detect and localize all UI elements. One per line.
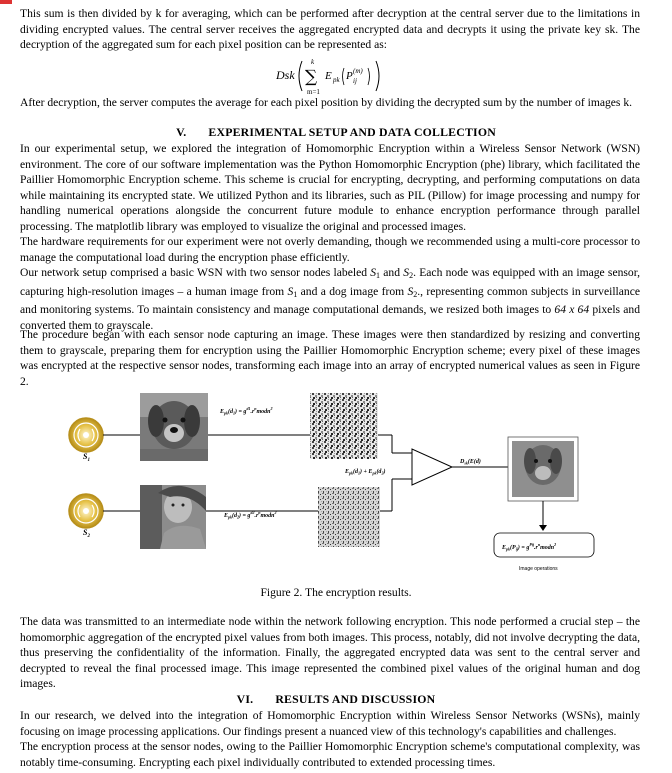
paragraph: The procedure began with each sensor node capturing an image. These images were then standardized by resizing and converting them to grayscale, preparing them for encryption using the Paillier Homomorphic Encryption scheme; every pixel of these images was encrypted at the respective sensor nodes, transforming each image into an array of encrypted numerical values as seen in Figure 2. <box>20 328 640 388</box>
encryption-formula-2: $E_{pk}(d_2)$ = $g^{d2}.r^nmodn^2$ <box>224 510 277 520</box>
paragraph: The encryption process at the sensor nodes, owing to the Paillier Homomorphic Encryption scheme's computational complexity, was notably time-consuming. Encrypting each pixel individually contributed to extended processing times. <box>20 740 640 769</box>
eq-upper: k <box>311 58 315 66</box>
encrypted-image-2 <box>318 487 380 547</box>
eq-prefix: Dsk <box>276 68 295 82</box>
eq-term-sub: pk <box>333 76 340 84</box>
result-image <box>512 441 574 497</box>
result-formula: $E_{pk}(P_{ij})$ = $g^{Pij}.r^nmodn^2$ <box>502 542 557 552</box>
sensor-node-2-icon <box>69 494 103 528</box>
heading-title: RESULTS AND DISCUSSION <box>275 692 436 706</box>
figure-2-encryption-diagram <box>60 393 630 583</box>
paragraph: This sum is then divided by k for averaging, which can be performed after decryption at the central server due to the limitations in dividing encrypted values. The central server receives the aggregated encrypted data and decrypts it using the private key sk. The decryption of the aggregated sum for each pixel position can be represented as: <box>20 7 640 52</box>
sum-symbol: ∑ <box>305 67 318 87</box>
encrypted-image-1 <box>310 393 378 459</box>
encryption-formula-1: $E_{pk}(d_1)$ = $g^{d1}.r^nmodn^2$ <box>220 406 273 416</box>
paragraph: In our research, we delved into the integration of Homomorphic Encryption within Wireless Sensor Networks (WSNs), mainly focusing on image processing applications. Our findings present a nuanced view of this technology's capabilities and challenges. <box>20 709 640 738</box>
section-heading-v <box>0 125 672 140</box>
human-image <box>140 485 206 549</box>
eq-arg-sub: ij <box>353 77 357 85</box>
node-2-label: $S_2$ <box>83 528 90 539</box>
figure-caption: Figure 2. The encryption results. <box>260 586 412 599</box>
sensor-node-1-icon <box>69 418 103 452</box>
eq-arg: P <box>346 70 353 82</box>
heading-number: V. <box>176 125 187 139</box>
eq-lower: m=1 <box>307 88 320 96</box>
eq-arg-sup: (m) <box>353 67 363 75</box>
aggregator-node <box>412 449 452 485</box>
heading-number: VI. <box>236 692 254 706</box>
paragraph: The hardware requirements for our experiment were not overly demanding, though we recommended using a multi-core processor to manage the computational load during the encryption phase efficiently. <box>20 235 640 264</box>
section-heading-vi <box>0 692 672 707</box>
dog-image <box>140 393 208 461</box>
paragraph: After decryption, the server computes the average for each pixel position by dividing the decrypted sum by the number of images k. <box>20 96 633 109</box>
paragraph: Our network setup comprised a basic WSN with two sensor nodes labeled $S_1$ and $S_2$. Each node was equipped with an image sensor, capturing high-resolution images – a human image from $S_1$ and a dog image from $S_2$., representing common subjects in surveillance and monitoring systems. To maintain consistency and manage computational demands, we resized both images to 64 x 64 pixels and converted them to grayscale. <box>20 266 640 332</box>
decryption-formula: $D_{sk}(E(d)$ <box>460 459 481 466</box>
paragraph: In our experimental setup, we explored the integration of Homomorphic Encryption within a Wireless Sensor Network (WSN) environment. The core of our software implementation was the Python Homomorphic Encryption (phe) library, which facilitated the Paillier Homomorphic Encryption scheme. This scheme is crucial for encrypting, decrypting, and performing computations on data while maintaining its encrypted state. We utilized Python and its libraries, such as PIL (Pillow) for image processing and numpy for handling numerical operations alongside the concurrent future module to enhance encryption performance through parallel processing. The matplotlib library was employed to visualize the original and processed images. <box>20 142 640 233</box>
eq-term: E <box>325 70 332 82</box>
decryption-equation <box>276 55 416 97</box>
margin-mark <box>0 0 12 4</box>
heading-title: EXPERIMENTAL SETUP AND DATA COLLECTION <box>208 125 496 139</box>
paragraph: The data was transmitted to an intermediate node within the network following encryption. This node performed a crucial step – the homomorphic aggregation of the encrypted pixel values from both images. This process, notably, did not involve decrypting the data, thus preserving the confidentiality of the information. Finally, the aggregated encrypted data was sent to the central server and decrypted to reveal the final processed image. This image represented the combined pixel values of the original human and dog images. <box>20 615 640 691</box>
sum-formula: $E_{pk}(d_1) + E_{pk}(d_2)$ <box>345 469 386 476</box>
result-caption: Image operations <box>519 566 558 572</box>
node-1-label: $S_1$ <box>83 452 90 463</box>
